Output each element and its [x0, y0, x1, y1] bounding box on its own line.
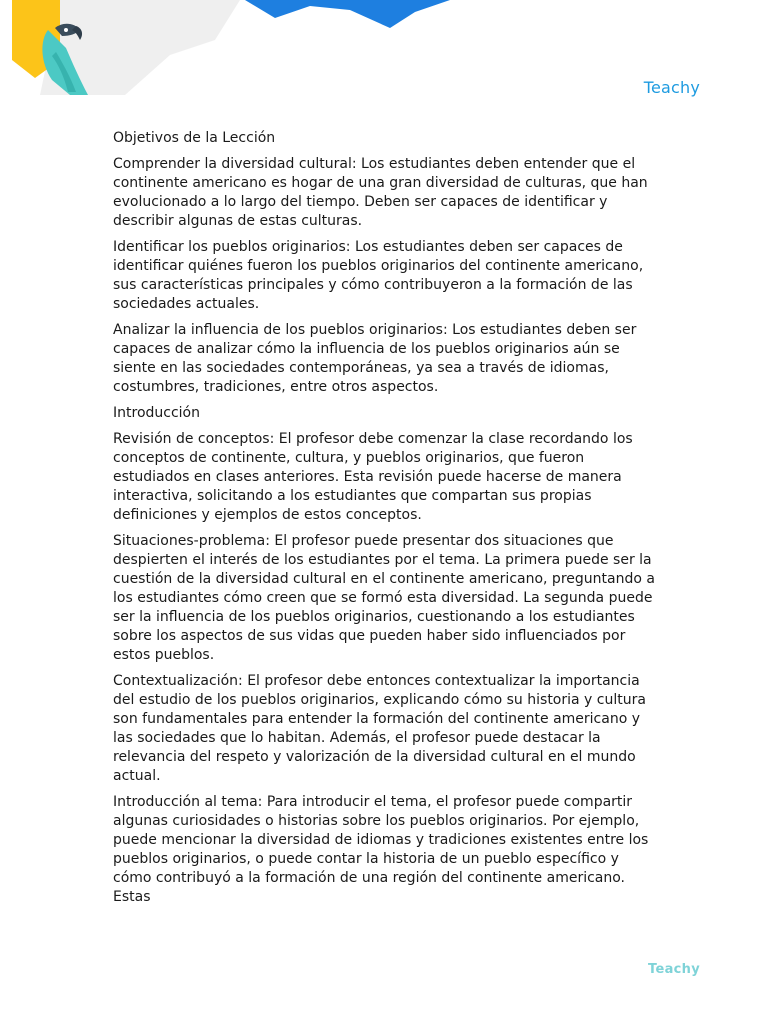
brand-logo-text: Teachy: [643, 78, 700, 97]
section-heading-introduccion: Introducción: [113, 405, 200, 421]
paragraph: Contextualización: El profesor debe entonces contextualizar la importancia del estudio de los pueblos originarios, explicando cómo su historia y cultura son fundamentales para entender la formación del continente americano y las sociedades que lo habitan. Además, el profesor puede destacar la relevancia del respeto y valorización de la diversidad cultural en el mundo actual.: [113, 673, 646, 784]
lesson-content: [113, 129, 658, 914]
paragraph: Introducción al tema: Para introducir el tema, el profesor puede compartir algunas curiosidades o historias sobre los pueblos originarios. Por ejemplo, puede mencionar la diversidad de idiomas y tradiciones existentes entre los pueblos originarios, o puede contar la historia de un pueblo específico y cómo contribuyó a la formación de una región del continente americano. Estas: [113, 794, 649, 905]
footer-brand-text: Teachy: [648, 962, 700, 977]
paragraph: Situaciones-problema: El profesor puede presentar dos situaciones que despierten el interés de los estudiantes por el tema. La primera puede ser la cuestión de la diversidad cultural en el continente americano, preguntando a los estudiantes cómo creen que se formó esta diversidad. La segunda puede ser la influencia de los pueblos originarios, cuestionando a los estudiantes sobre los aspectos de sus vidas que pueden haber sido influenciados por estos pueblos.: [113, 533, 655, 663]
section-heading-objetivos: Objetivos de la Lección: [113, 130, 276, 146]
paragraph: Analizar la influencia de los pueblos originarios: Los estudiantes deben ser capaces de analizar cómo la influencia de los pueblos originarios aún se siente en las sociedades contemporáneas, ya sea a través de idiomas, costumbres, tradiciones, entre otros aspectos.: [113, 322, 637, 395]
paragraph: Identificar los pueblos originarios: Los estudiantes deben ser capaces de identificar quiénes fueron los pueblos originarios del continente americano, sus características principales y cómo contribuyeron a la formación de las sociedades actuales.: [113, 239, 644, 312]
paragraph: Revisión de conceptos: El profesor debe comenzar la clase recordando los conceptos de continente, cultura, y pueblos originarios, que fueron estudiados en clases anteriores. Esta revisión puede hacerse de manera interactiva, solicitando a los estudiantes que compartan sus propias definiciones y ejemplos de estos conceptos.: [113, 431, 633, 523]
paragraph: Comprender la diversidad cultural: Los estudiantes deben entender que el continente americano es hogar de una gran diversidad de culturas, que han evolucionado a lo largo del tiempo. Deben ser capaces de identificar y describir algunas de estas culturas.: [113, 156, 648, 229]
